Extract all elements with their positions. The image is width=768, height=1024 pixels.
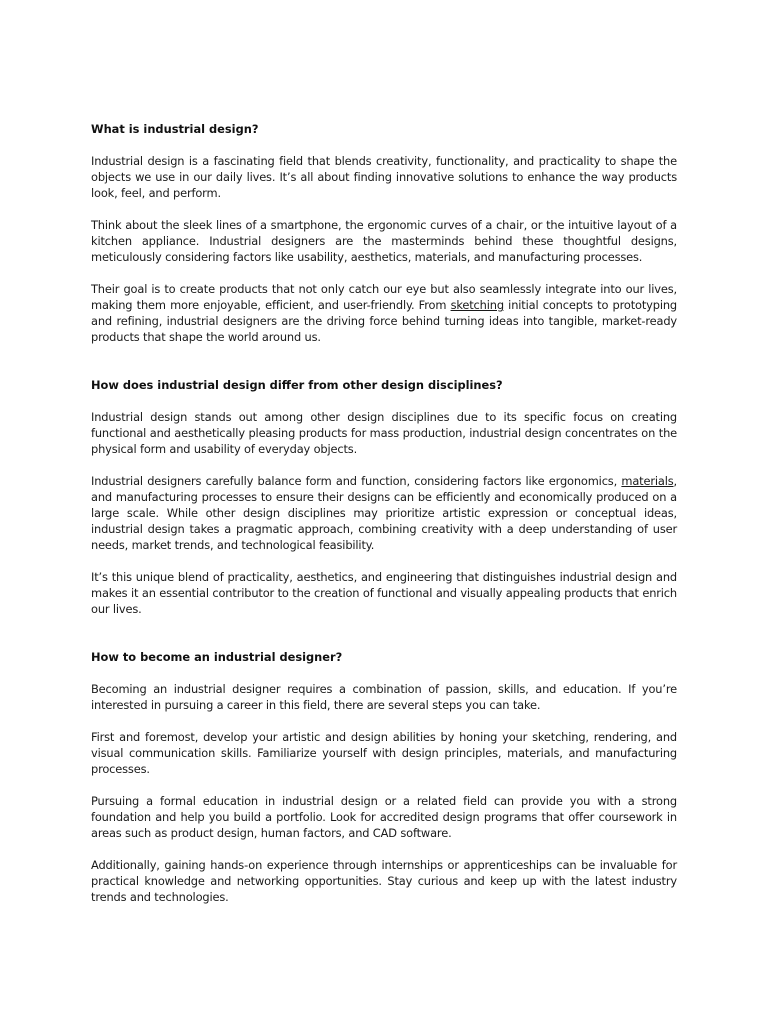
paragraph bbox=[91, 409, 677, 457]
paragraph-text: Industrial design stands out among other design disciplines due to its specific focus on creating functional and aesthetically pleasing products for mass production, industrial design concentrates on the physical form and usability of everyday objects. bbox=[91, 410, 677, 456]
paragraph-text: First and foremost, develop your artistic and design abilities by honing your sketching, rendering, and visual communication skills. Familiarize yourself with design principles, materials, and manufacturing processes. bbox=[91, 730, 677, 776]
paragraph bbox=[91, 793, 677, 841]
section-heading: How does industrial design differ from other design disciplines? bbox=[91, 378, 503, 392]
paragraph-text: Think about the sleek lines of a smartphone, the ergonomic curves of a chair, or the intuitive layout of a kitchen appliance. Industrial designers are the masterminds behind these thoughtful designs, meticulously considering factors like usability, aesthetics, materials, and manufacturing processes. bbox=[91, 218, 677, 264]
section-what-is-industrial-design bbox=[91, 121, 677, 345]
paragraph-text: Becoming an industrial designer requires a combination of passion, skills, and education. If you’re interested in pursuing a career in this field, there are several steps you can take. bbox=[91, 682, 677, 712]
paragraph-text: , and manufacturing processes to ensure their designs can be efficiently and economically produced on a large scale. While other design disciplines may prioritize artistic expression or conceptual ideas, industrial design takes a pragmatic approach, combining creativity with a deep understanding of user needs, market trends, and technological feasibility. bbox=[91, 474, 677, 552]
paragraph bbox=[91, 217, 677, 265]
sketching-link[interactable]: sketching bbox=[450, 298, 504, 312]
section-how-to-become bbox=[91, 649, 677, 905]
section-heading: What is industrial design? bbox=[91, 122, 259, 136]
paragraph bbox=[91, 569, 677, 617]
paragraph bbox=[91, 729, 677, 777]
section-how-differs bbox=[91, 377, 677, 617]
section-heading: How to become an industrial designer? bbox=[91, 650, 343, 664]
paragraph-text: Industrial designers carefully balance form and function, considering factors like ergonomics, bbox=[91, 474, 622, 488]
paragraph-text: Additionally, gaining hands-on experience through internships or apprenticeships can be invaluable for practical knowledge and networking opportunities. Stay curious and keep up with the latest industry trends and technologies. bbox=[91, 858, 677, 904]
article-body bbox=[91, 121, 677, 905]
paragraph-text: initial concepts to prototyping and refining, industrial designers are the driving force behind turning ideas into tangible, market-ready products that shape the world around us. bbox=[91, 298, 677, 344]
paragraph bbox=[91, 857, 677, 905]
paragraph bbox=[91, 473, 677, 553]
paragraph bbox=[91, 281, 677, 345]
paragraph-text: Pursuing a formal education in industrial design or a related field can provide you with a strong foundation and help you build a portfolio. Look for accredited design programs that offer coursework in areas such as product design, human factors, and CAD software. bbox=[91, 794, 677, 840]
paragraph-text: It’s this unique blend of practicality, aesthetics, and engineering that distinguishes industrial design and makes it an essential contributor to the creation of functional and visually appealing products that enrich our lives. bbox=[91, 570, 677, 616]
paragraph bbox=[91, 681, 677, 713]
paragraph-text: Their goal is to create products that not only catch our eye but also seamlessly integrate into our lives, making them more enjoyable, efficient, and user-friendly. From bbox=[91, 282, 677, 312]
paragraph bbox=[91, 153, 677, 201]
materials-link[interactable]: materials bbox=[621, 474, 674, 488]
paragraph-text: Industrial design is a fascinating field that blends creativity, functionality, and practicality to shape the objects we use in our daily lives. It’s all about finding innovative solutions to enhance the way products look, feel, and perform. bbox=[91, 154, 677, 200]
